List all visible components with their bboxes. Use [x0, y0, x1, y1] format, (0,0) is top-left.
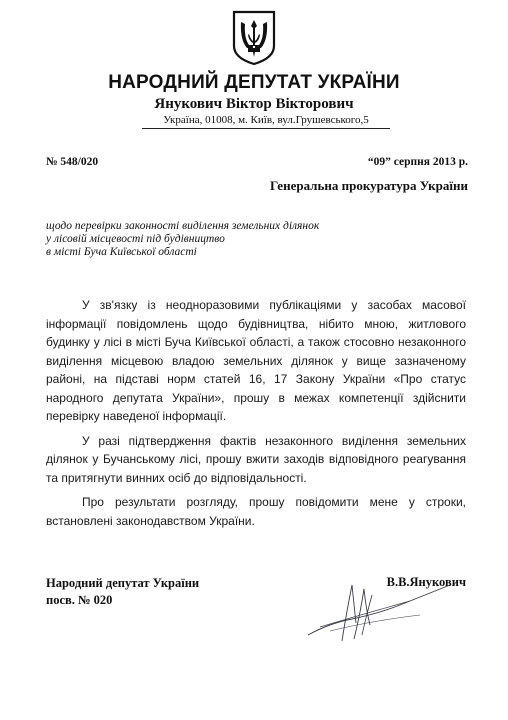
letterhead-title: НАРОДНИЙ ДЕПУТАТ УКРАЇНИ	[108, 72, 400, 93]
body-paragraph: У разі підтвердження фактів незаконного виділення земельних ділянок у Бучанському лісі, прошу вжити заходів відповідного реагування та притягнути винних осіб до відповідальності.	[46, 433, 466, 485]
trident-emblem-icon	[231, 10, 277, 66]
recipient: Генеральна прокуратура України	[270, 178, 468, 193]
subject-line: в місті Буча Київської області	[46, 246, 197, 258]
letter-body	[46, 296, 466, 530]
signoff-name: В.В.Янукович	[386, 575, 466, 589]
subject-line: щодо перевірки законності виділення земельних ділянок	[46, 220, 320, 232]
letterhead-address: Україна, 01008, м. Київ, вул.Грушевського,5	[142, 114, 390, 129]
signoff-certificate: посв. № 020	[46, 593, 113, 607]
letter-date: “09” серпня 2013 р.	[367, 156, 468, 168]
letterhead-name: Янукович Віктор Вікторович	[154, 96, 354, 112]
body-paragraph: Про результати розгляду, прошу повідомити мене у строки, встановлені законодавством України.	[46, 495, 466, 528]
body-paragraph: У зв'язку із неодноразовими публікаціями у засобах масової інформації повідомлень щодо будівництва, нібито мною, житлового будинку у лісі в місті Буча Київської області, а також стосовно незаконного виділення місцевою владою земельних ділянок у вище зазначеному районі, на підставі норм статей 16, 17 Закону України «Про статус народного депутата України», прошу в межах компетенції здійснити перевірку наведеної інформації.	[46, 298, 466, 423]
subject-block	[46, 220, 319, 259]
subject-line: у лісовій місцевості під будівництво	[46, 233, 225, 245]
signoff-position: Народний депутат України	[46, 576, 200, 590]
reference-number: № 548/020	[46, 156, 99, 168]
signoff-block	[46, 575, 199, 609]
